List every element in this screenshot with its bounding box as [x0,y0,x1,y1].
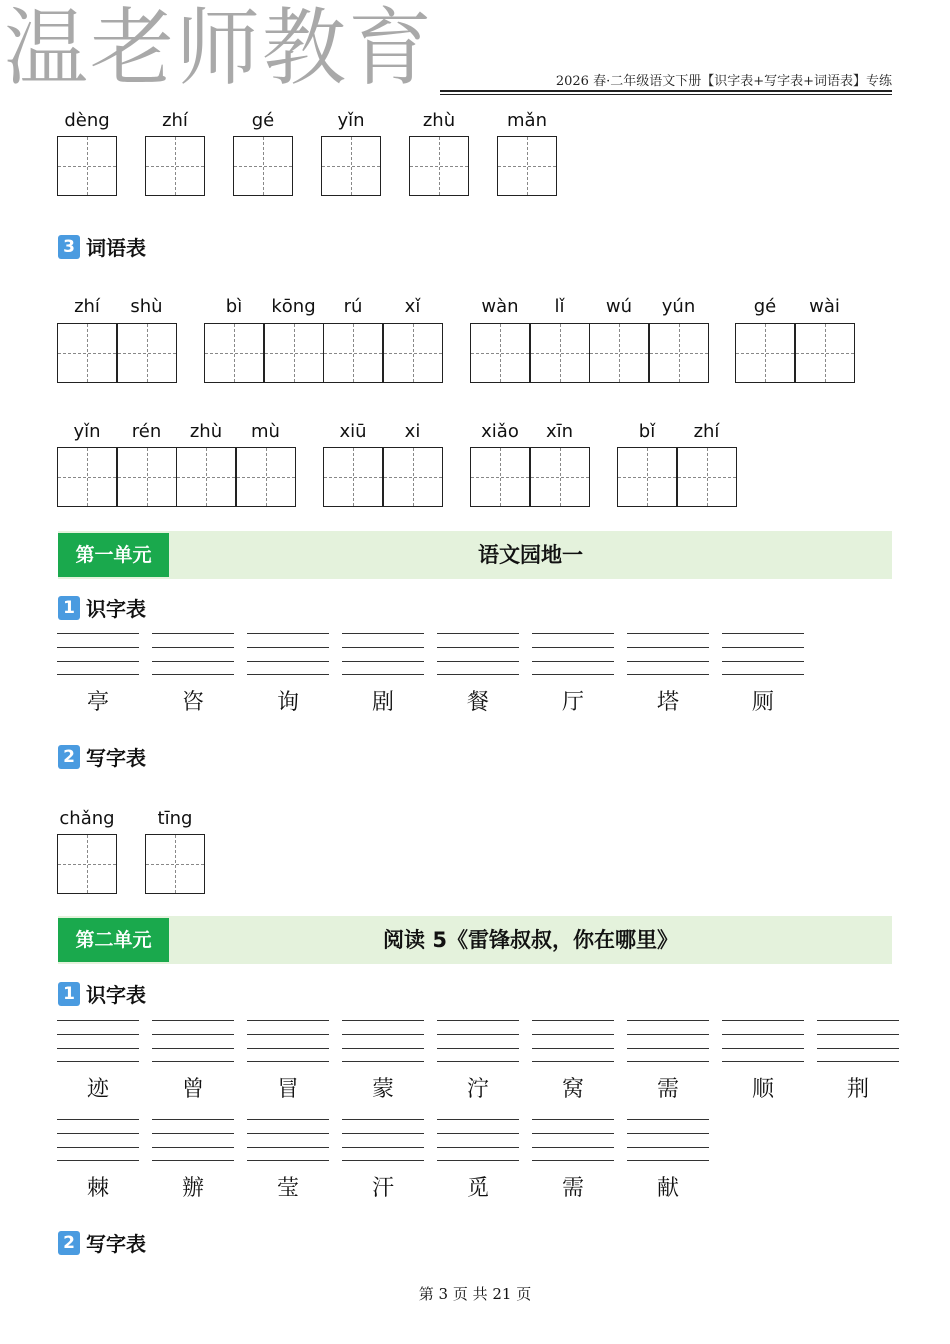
section-label: 写字表 [86,1232,146,1256]
pinyin-label: wàn [481,296,519,317]
pinyin-label: zhù [189,421,223,442]
pinyin-label: xīn [545,421,574,442]
hanzi-char: 献 [656,1176,679,1201]
pinyin-writing-lines[interactable] [152,633,234,675]
pinyin-writing-lines[interactable] [437,1119,519,1161]
tianzige-box[interactable] [57,447,117,507]
tianzige-box[interactable] [323,447,383,507]
unit1-shizi-header [58,593,146,622]
tianzige-box[interactable] [649,323,709,383]
section-number-badge: 2 [58,1231,80,1255]
tianzige-box[interactable] [530,447,590,507]
pinyin-label: xiū [339,421,367,442]
tianzige-box[interactable] [470,447,530,507]
pinyin-writing-lines[interactable] [437,1020,519,1062]
pinyin-writing-lines[interactable] [247,1119,329,1161]
tianzige-box[interactable] [677,447,737,507]
hanzi-char: 蒙 [371,1077,394,1102]
pinyin-label: dèng [64,110,110,131]
unit1-xiezi-header [58,742,146,771]
pinyin-writing-lines[interactable] [532,1020,614,1062]
pinyin-label: zhí [162,110,188,131]
section-label: 识字表 [86,597,146,621]
section-number-badge: 1 [58,596,80,620]
pinyin-writing-lines[interactable] [342,1119,424,1161]
hanzi-char: 剧 [371,690,394,715]
pinyin-writing-lines[interactable] [342,1020,424,1062]
pinyin-label: rú [343,296,363,317]
header-rule-thin [440,94,892,95]
pinyin-writing-lines[interactable] [627,1119,709,1161]
page-footer: 第 3 页 共 21 页 [418,1285,532,1303]
pinyin-writing-lines[interactable] [532,1119,614,1161]
pinyin-writing-lines[interactable] [247,1020,329,1062]
section-number-badge: 3 [58,235,80,259]
tianzige-box[interactable] [145,136,205,196]
pinyin-writing-lines[interactable] [342,633,424,675]
pinyin-label: chǎng [59,808,115,829]
tianzige-box[interactable] [204,323,264,383]
hanzi-char: 荆 [846,1077,869,1102]
tianzige-box[interactable] [176,447,236,507]
tianzige-box[interactable] [321,136,381,196]
hanzi-char: 亭 [86,690,109,715]
hanzi-char: 厅 [561,690,584,715]
tianzige-box[interactable] [795,323,855,383]
tianzige-box[interactable] [497,136,557,196]
pinyin-label: yún [661,296,696,317]
pinyin-label: xiǎo [481,421,519,442]
section-number-badge: 2 [58,745,80,769]
pinyin-label: shù [130,296,163,317]
hanzi-char: 顺 [751,1077,774,1102]
unit2-title: 阅读 5《雷锋叔叔，你在哪里》 [383,928,678,952]
tianzige-box[interactable] [236,447,296,507]
tianzige-box[interactable] [117,323,177,383]
section-label: 识字表 [86,983,146,1007]
section-ciyu-header [58,232,146,261]
pinyin-writing-lines[interactable] [57,1020,139,1062]
tianzige-box[interactable] [57,323,117,383]
header-rule [440,90,892,92]
section-label: 写字表 [86,746,146,770]
section-label: 词语表 [86,236,146,260]
tianzige-box[interactable] [409,136,469,196]
header-title: 2026 春·二年级语文下册【识字表+写字表+词语表】专练 [555,74,892,89]
pinyin-label: bì [225,296,243,317]
pinyin-label: gé [753,296,777,317]
watermark: 温老师教育 [4,0,435,97]
pinyin-label: yǐn [337,110,365,131]
pinyin-label: bǐ [638,421,656,442]
hanzi-char: 需 [656,1077,679,1102]
tianzige-box[interactable] [470,323,530,383]
hanzi-char: 餐 [466,690,489,715]
pinyin-label: mǎn [507,110,547,131]
tianzige-box[interactable] [57,136,117,196]
hanzi-char: 询 [276,690,299,715]
tianzige-box[interactable] [57,834,117,894]
pinyin-writing-lines[interactable] [152,1020,234,1062]
hanzi-char: 棘 [86,1176,109,1201]
tianzige-box[interactable] [383,447,443,507]
pinyin-writing-lines[interactable] [722,633,804,675]
pinyin-label: xi [404,421,421,442]
pinyin-label: wài [809,296,840,317]
hanzi-char: 辦 [181,1176,204,1201]
hanzi-char: 需 [561,1176,584,1201]
pinyin-label: kōng [271,296,316,317]
hanzi-char: 塔 [656,690,679,715]
tianzige-box[interactable] [589,323,649,383]
hanzi-char: 泞 [466,1077,489,1102]
pinyin-label: rén [131,421,162,442]
pinyin-writing-lines[interactable] [247,633,329,675]
unit1-tag: 第一单元 [58,533,169,577]
unit2-banner [58,916,892,964]
tianzige-box[interactable] [383,323,443,383]
hanzi-char: 厕 [751,690,774,715]
tianzige-box[interactable] [145,834,205,894]
tianzige-box[interactable] [233,136,293,196]
pinyin-label: mù [251,421,280,442]
tianzige-box[interactable] [117,447,177,507]
pinyin-label: wú [605,296,633,317]
unit2-xiezi-header [58,1228,146,1257]
pinyin-writing-lines[interactable] [437,633,519,675]
hanzi-char: 窝 [561,1077,584,1102]
pinyin-writing-lines[interactable] [817,1020,899,1062]
hanzi-char: 觅 [466,1176,489,1201]
pinyin-writing-lines[interactable] [532,633,614,675]
pinyin-label: lǐ [554,296,565,317]
pinyin-writing-lines[interactable] [627,1020,709,1062]
hanzi-char: 迹 [86,1077,109,1102]
pinyin-writing-lines[interactable] [152,1119,234,1161]
pinyin-label: zhí [74,296,100,317]
tianzige-box[interactable] [323,323,383,383]
pinyin-label: zhù [422,110,456,131]
hanzi-char: 咨 [181,690,204,715]
pinyin-writing-lines[interactable] [57,1119,139,1161]
pinyin-label: gé [251,110,275,131]
tianzige-box[interactable] [617,447,677,507]
tianzige-box[interactable] [530,323,590,383]
pinyin-label: tīng [157,808,193,829]
pinyin-writing-lines[interactable] [627,633,709,675]
hanzi-char: 莹 [276,1176,299,1201]
pinyin-label: zhí [693,421,720,442]
hanzi-char: 曾 [181,1077,204,1102]
pinyin-writing-lines[interactable] [722,1020,804,1062]
unit2-tag: 第二单元 [58,918,169,962]
section-number-badge: 1 [58,982,80,1006]
unit2-shizi-header [58,979,146,1008]
pinyin-writing-lines[interactable] [57,633,139,675]
hanzi-char: 冒 [276,1077,299,1102]
tianzige-box[interactable] [735,323,795,383]
hanzi-char: 汗 [371,1176,394,1201]
pinyin-label: yǐn [73,421,101,442]
unit1-banner [58,531,892,579]
tianzige-box[interactable] [264,323,324,383]
pinyin-label: xǐ [404,296,421,317]
unit1-title: 语文园地一 [478,543,583,567]
